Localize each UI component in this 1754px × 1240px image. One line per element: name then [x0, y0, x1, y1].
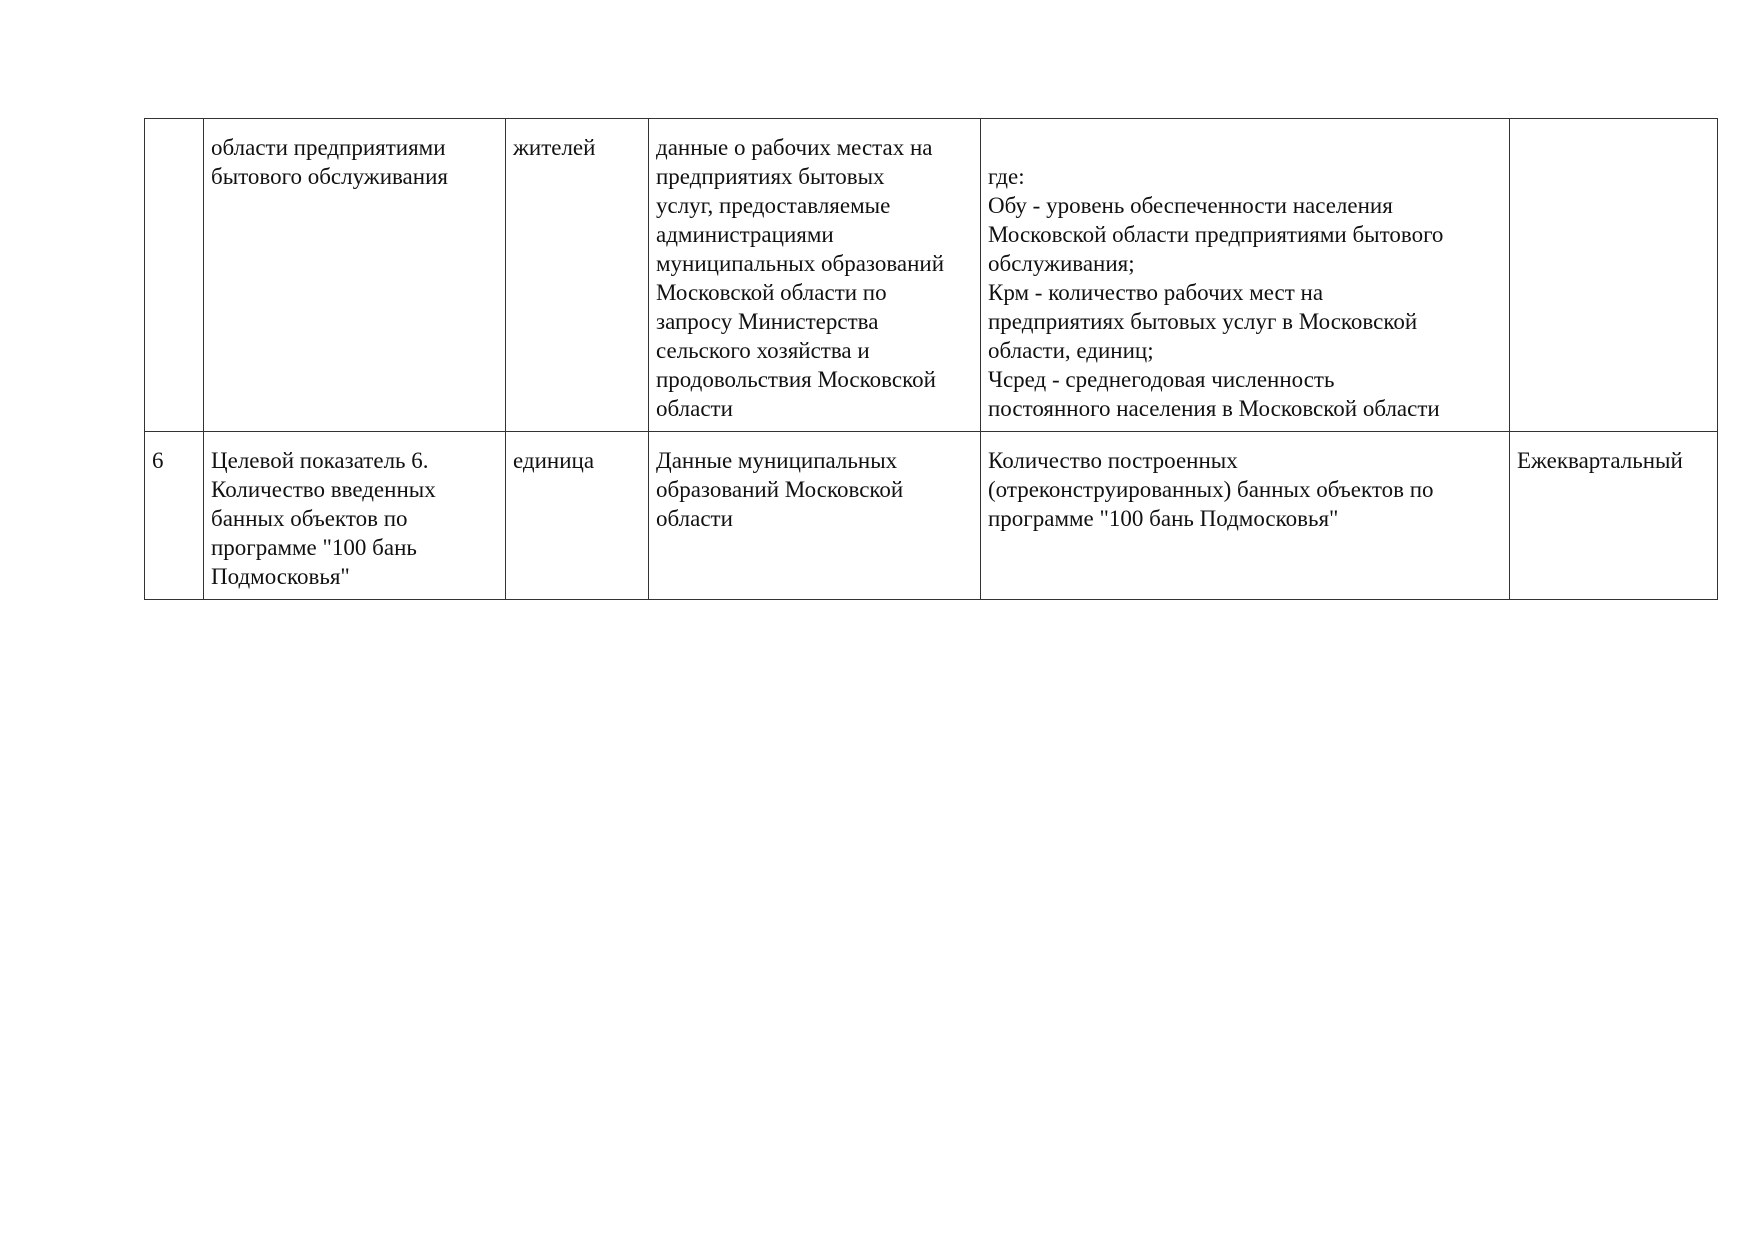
calculation-method-cell: где: Обу - уровень обеспеченности населения Московской области предприятиями бытового обслуживания; Крм - количество рабочих мест на предприятиях бытовых услуг в Московской области, единиц; Чсред - среднегодовая численность постоянного населения в Московской области — [981, 119, 1510, 432]
unit-cell: единица — [506, 432, 649, 600]
data-source-cell: данные о рабочих местах на предприятиях бытовых услуг, предоставляемые администрациями муниципальных образований Московской области по запросу Министерства сельского хозяйства и продовольствия Московской области — [649, 119, 981, 432]
calculation-method-cell: Количество построенных (отреконструированных) банных объектов по программе "100 бань Подмосковья" — [981, 432, 1510, 600]
period-cell — [1510, 119, 1718, 432]
row-number-cell — [145, 119, 204, 432]
indicators-table — [144, 118, 1718, 600]
indicator-name-cell: Целевой показатель 6. Количество введенных банных объектов по программе "100 бань Подмосковья" — [204, 432, 506, 600]
row-number-cell: 6 — [145, 432, 204, 600]
data-source-cell: Данные муниципальных образований Московской области — [649, 432, 981, 600]
indicator-name-cell: области предприятиями бытового обслуживания — [204, 119, 506, 432]
table-row — [145, 119, 1718, 432]
period-cell: Ежеквартальный — [1510, 432, 1718, 600]
unit-cell: жителей — [506, 119, 649, 432]
table-row — [145, 432, 1718, 600]
